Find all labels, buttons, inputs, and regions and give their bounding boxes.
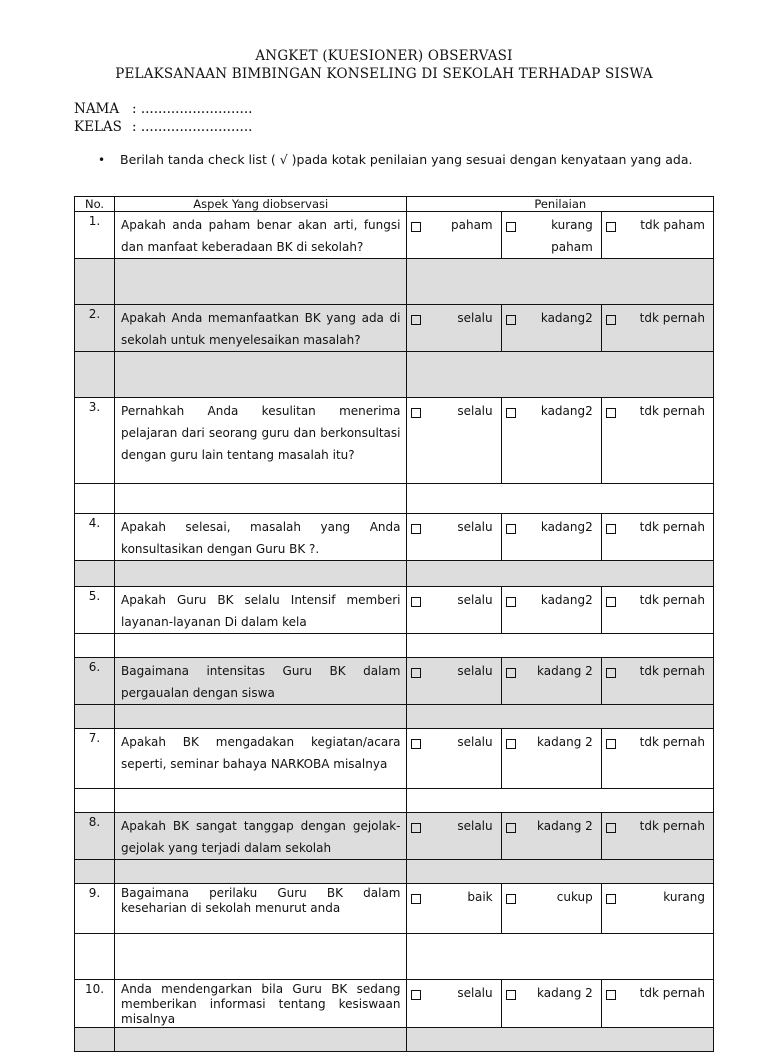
option-label: kadang2 xyxy=(540,593,593,607)
row-number: 2. xyxy=(75,305,115,352)
option-label: tdk pernah xyxy=(639,735,705,749)
option-label: selalu xyxy=(457,819,493,833)
checkbox-icon[interactable] xyxy=(606,990,616,1000)
checkbox-icon[interactable] xyxy=(506,894,516,904)
option-cell-c[interactable] xyxy=(601,884,713,934)
question-text: Anda mendengarkan bila Guru BK sedang memberikan informasi tentang kesiswaan misalnya xyxy=(115,980,407,1028)
question-text: Bagaimana intensitas Guru BK dalam pergaualan dengan siswa xyxy=(115,658,407,705)
checkbox-icon[interactable] xyxy=(506,739,516,749)
spacer-cell xyxy=(115,705,407,729)
spacer-cell xyxy=(75,484,115,514)
checkbox-icon[interactable] xyxy=(506,408,516,418)
checkbox-icon[interactable] xyxy=(506,315,516,325)
option-cell-c[interactable] xyxy=(601,514,713,561)
nama-line xyxy=(74,101,252,117)
spacer-cell xyxy=(115,789,407,813)
table-row xyxy=(75,514,714,561)
option-label: selalu xyxy=(457,735,493,749)
option-label: selalu xyxy=(457,404,493,418)
option-label: kadang 2 xyxy=(537,735,593,749)
spacer-row xyxy=(75,484,714,514)
option-cell-b[interactable] xyxy=(501,305,601,352)
checkbox-icon[interactable] xyxy=(411,315,421,325)
option-label: kadang 2 xyxy=(537,819,593,833)
checkbox-icon[interactable] xyxy=(506,990,516,1000)
option-cell-b[interactable] xyxy=(501,398,601,484)
table-row xyxy=(75,658,714,705)
spacer-cell xyxy=(407,484,714,514)
table-row xyxy=(75,587,714,634)
option-cell-a[interactable] xyxy=(407,398,501,484)
spacer-cell xyxy=(115,484,407,514)
question-text: Apakah BK mengadakan kegiatan/acara seperti, seminar bahaya NARKOBA misalnya xyxy=(115,729,407,789)
option-label: kurang paham xyxy=(551,218,593,254)
observation-table xyxy=(74,196,714,1052)
spacer-row xyxy=(75,1028,714,1052)
spacer-cell xyxy=(75,934,115,980)
spacer-row xyxy=(75,259,714,305)
table-row xyxy=(75,305,714,352)
checkbox-icon[interactable] xyxy=(606,524,616,534)
table-row xyxy=(75,729,714,789)
spacer-cell xyxy=(75,259,115,305)
spacer-cell xyxy=(407,259,714,305)
spacer-cell xyxy=(407,860,714,884)
bullet-icon: • xyxy=(98,153,106,167)
option-label: tdk paham xyxy=(640,218,705,232)
option-cell-b[interactable] xyxy=(501,514,601,561)
checkbox-icon[interactable] xyxy=(606,408,616,418)
spacer-cell xyxy=(115,561,407,587)
row-number: 9. xyxy=(75,884,115,934)
option-cell-c[interactable] xyxy=(601,813,713,860)
table-row xyxy=(75,884,714,934)
option-label: kadang2 xyxy=(540,520,593,534)
option-cell-a[interactable] xyxy=(407,729,501,789)
row-number: 10. xyxy=(75,980,115,1028)
question-text: Apakah selesai, masalah yang Anda konsultasikan dengan Guru BK ?. xyxy=(115,514,407,561)
option-cell-a[interactable] xyxy=(407,305,501,352)
spacer-cell xyxy=(407,634,714,658)
checkbox-icon[interactable] xyxy=(606,315,616,325)
spacer-cell xyxy=(115,860,407,884)
checkbox-icon[interactable] xyxy=(411,597,421,607)
title-line-1: ANGKET (KUESIONER) OBSERVASI xyxy=(255,48,513,64)
instruction xyxy=(100,152,696,168)
spacer-row xyxy=(75,634,714,658)
checkbox-icon[interactable] xyxy=(411,222,421,232)
checkbox-icon[interactable] xyxy=(411,739,421,749)
question-text: Apakah anda paham benar akan arti, fungsi dan manfaat keberadaan BK di sekolah? xyxy=(115,212,407,259)
header-rating: Penilaian xyxy=(407,197,714,212)
spacer-row xyxy=(75,705,714,729)
question-text: Apakah BK sangat tanggap dengan gejolak-gejolak yang terjadi dalam sekolah xyxy=(115,813,407,860)
nama-field[interactable]: : .......................... xyxy=(132,101,253,117)
checkbox-icon[interactable] xyxy=(506,597,516,607)
row-number: 5. xyxy=(75,587,115,634)
option-cell-a[interactable] xyxy=(407,212,501,259)
checkbox-icon[interactable] xyxy=(411,668,421,678)
option-label: selalu xyxy=(457,986,493,1000)
spacer-cell xyxy=(407,789,714,813)
spacer-cell xyxy=(407,561,714,587)
option-cell-b[interactable] xyxy=(501,587,601,634)
option-label: tdk pernah xyxy=(639,986,705,1000)
option-label: kadang 2 xyxy=(537,664,593,678)
checkbox-icon[interactable] xyxy=(606,894,616,904)
checkbox-icon[interactable] xyxy=(606,597,616,607)
option-label: kadang2 xyxy=(540,311,593,325)
option-cell-a[interactable] xyxy=(407,587,501,634)
table-row xyxy=(75,398,714,484)
spacer-row xyxy=(75,352,714,398)
option-cell-a[interactable] xyxy=(407,884,501,934)
checkbox-icon[interactable] xyxy=(411,524,421,534)
spacer-cell xyxy=(115,352,407,398)
nama-label: NAMA xyxy=(74,101,120,117)
checkbox-icon[interactable] xyxy=(606,739,616,749)
spacer-cell xyxy=(407,705,714,729)
option-label: baik xyxy=(467,890,493,904)
spacer-cell xyxy=(115,634,407,658)
option-cell-b[interactable] xyxy=(501,813,601,860)
spacer-cell xyxy=(115,259,407,305)
option-cell-b[interactable] xyxy=(501,884,601,934)
option-label: kadang 2 xyxy=(537,986,593,1000)
checkbox-icon[interactable] xyxy=(506,823,516,833)
option-cell-c[interactable] xyxy=(601,587,713,634)
spacer-cell xyxy=(115,934,407,980)
option-cell-a[interactable] xyxy=(407,658,501,705)
row-number: 7. xyxy=(75,729,115,789)
option-cell-b[interactable] xyxy=(501,658,601,705)
row-number: 6. xyxy=(75,658,115,705)
kelas-field[interactable]: : .......................... xyxy=(132,119,253,135)
option-label: tdk pernah xyxy=(639,520,705,534)
option-cell-a[interactable] xyxy=(407,980,501,1028)
title-line-2: PELAKSANAAN BIMBINGAN KONSELING DI SEKOLAH TERHADAP SISWA xyxy=(115,66,653,82)
spacer-cell xyxy=(115,1028,407,1052)
option-cell-c[interactable] xyxy=(601,398,713,484)
option-label: cukup xyxy=(556,890,593,904)
option-cell-c[interactable] xyxy=(601,305,713,352)
spacer-cell xyxy=(407,352,714,398)
question-text: Apakah Guru BK selalu Intensif memberi layanan-layanan Di dalam kela xyxy=(115,587,407,634)
checkbox-icon[interactable] xyxy=(506,222,516,232)
option-label: tdk pernah xyxy=(639,664,705,678)
instruction-text: Berilah tanda check list ( √ )pada kotak penilaian yang sesuai dengan kenyataan yang ada. xyxy=(120,152,693,167)
spacer-row xyxy=(75,561,714,587)
checkbox-icon[interactable] xyxy=(606,823,616,833)
spacer-cell xyxy=(75,1028,115,1052)
checkbox-icon[interactable] xyxy=(506,668,516,678)
checkbox-icon[interactable] xyxy=(506,524,516,534)
table-row xyxy=(75,212,714,259)
checkbox-icon[interactable] xyxy=(606,222,616,232)
option-label: kadang2 xyxy=(540,404,593,418)
option-cell-b[interactable] xyxy=(501,212,601,259)
option-label: tdk pernah xyxy=(639,819,705,833)
question-text: Pernahkah Anda kesulitan menerima pelajaran dari seorang guru dan berkonsultasi dengan guru lain tentang masalah itu? xyxy=(115,398,407,484)
checkbox-icon[interactable] xyxy=(411,823,421,833)
option-cell-c[interactable] xyxy=(601,980,713,1028)
checkbox-icon[interactable] xyxy=(411,408,421,418)
spacer-row xyxy=(75,860,714,884)
row-number: 8. xyxy=(75,813,115,860)
option-label: tdk pernah xyxy=(639,404,705,418)
table-row xyxy=(75,813,714,860)
option-label: selalu xyxy=(457,593,493,607)
checkbox-icon[interactable] xyxy=(606,668,616,678)
header-no: No. xyxy=(75,197,115,212)
spacer-row xyxy=(75,934,714,980)
option-cell-b[interactable] xyxy=(501,980,601,1028)
spacer-cell xyxy=(75,860,115,884)
checkbox-icon[interactable] xyxy=(411,990,421,1000)
row-number: 1. xyxy=(75,212,115,259)
header-aspect: Aspek Yang diobservasi xyxy=(115,197,407,212)
option-label: kurang xyxy=(663,890,705,904)
checkbox-icon[interactable] xyxy=(411,894,421,904)
table-row xyxy=(75,980,714,1028)
spacer-row xyxy=(75,789,714,813)
row-number: 4. xyxy=(75,514,115,561)
question-text: Bagaimana perilaku Guru BK dalam keseharian di sekolah menurut anda xyxy=(115,884,407,934)
option-cell-a[interactable] xyxy=(407,813,501,860)
kelas-label: KELAS xyxy=(74,119,122,135)
option-cell-a[interactable] xyxy=(407,514,501,561)
spacer-cell xyxy=(75,352,115,398)
option-label: selalu xyxy=(457,311,493,325)
option-label: selalu xyxy=(457,664,493,678)
spacer-cell xyxy=(407,1028,714,1052)
option-label: selalu xyxy=(457,520,493,534)
kelas-line xyxy=(74,119,252,135)
spacer-cell xyxy=(75,561,115,587)
option-cell-c[interactable] xyxy=(601,729,713,789)
spacer-cell xyxy=(75,705,115,729)
option-label: paham xyxy=(451,218,493,232)
spacer-cell xyxy=(407,934,714,980)
option-cell-c[interactable] xyxy=(601,212,713,259)
option-cell-b[interactable] xyxy=(501,729,601,789)
option-label: tdk pernah xyxy=(639,311,705,325)
option-label: tdk pernah xyxy=(639,593,705,607)
question-text: Apakah Anda memanfaatkan BK yang ada di sekolah untuk menyelesaikan masalah? xyxy=(115,305,407,352)
spacer-cell xyxy=(75,634,115,658)
spacer-cell xyxy=(75,789,115,813)
row-number: 3. xyxy=(75,398,115,484)
option-cell-c[interactable] xyxy=(601,658,713,705)
